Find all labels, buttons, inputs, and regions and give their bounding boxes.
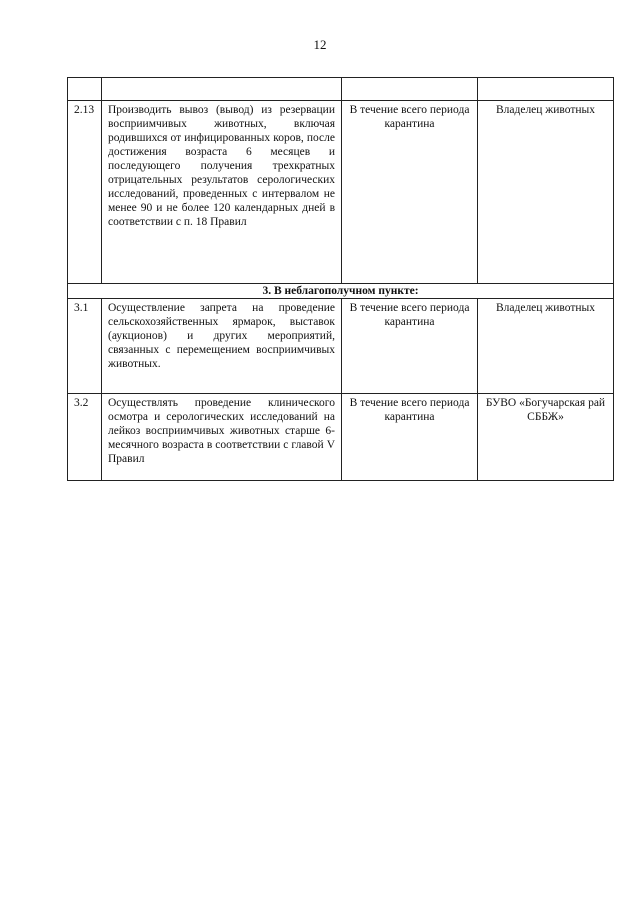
item-number: 2.13 xyxy=(68,101,102,284)
item-term: В течение всего периода карантина xyxy=(342,299,478,394)
table-cell xyxy=(478,78,614,101)
section-row xyxy=(68,284,614,299)
page-number: 12 xyxy=(313,37,327,52)
item-responsible: Владелец животных xyxy=(478,299,614,394)
item-number: 3.1 xyxy=(68,299,102,394)
item-number: 3.2 xyxy=(68,394,102,481)
item-term: В течение всего периода карантина xyxy=(342,101,478,284)
table-row xyxy=(68,78,614,101)
item-action: Производить вывоз (вывод) из резервации восприимчивых животных, включая родившихся от инфицированных коров, после достижения возраста 6 месяцев и последующего получения трехкратных отрицательных результатов серологических исследований, проведенных с интервалом не менее 90 и не более 120 календарных дней в соответствии с п. 18 Правил xyxy=(102,101,342,284)
item-action: Осуществлять проведение клинического осмотра и серологических исследований на лейкоз восприимчивых животных старше 6-месячного возраста в соответствии с главой V Правил xyxy=(102,394,342,481)
table-cell xyxy=(68,78,102,101)
section-header: 3. В неблагополучном пункте: xyxy=(68,284,614,299)
table-row xyxy=(68,394,614,481)
item-action: Осуществление запрета на проведение сельскохозяйственных ярмарок, выставок (аукционов) и других мероприятий, связанных с перемещением восприимчивых животных. xyxy=(102,299,342,394)
table-cell xyxy=(102,78,342,101)
table-cell xyxy=(342,78,478,101)
measures-table xyxy=(67,77,614,481)
table-row xyxy=(68,101,614,284)
item-responsible: Владелец животных xyxy=(478,101,614,284)
item-term: В течение всего периода карантина xyxy=(342,394,478,481)
table-row xyxy=(68,299,614,394)
item-responsible: БУВО «Богучарская рай СББЖ» xyxy=(478,394,614,481)
